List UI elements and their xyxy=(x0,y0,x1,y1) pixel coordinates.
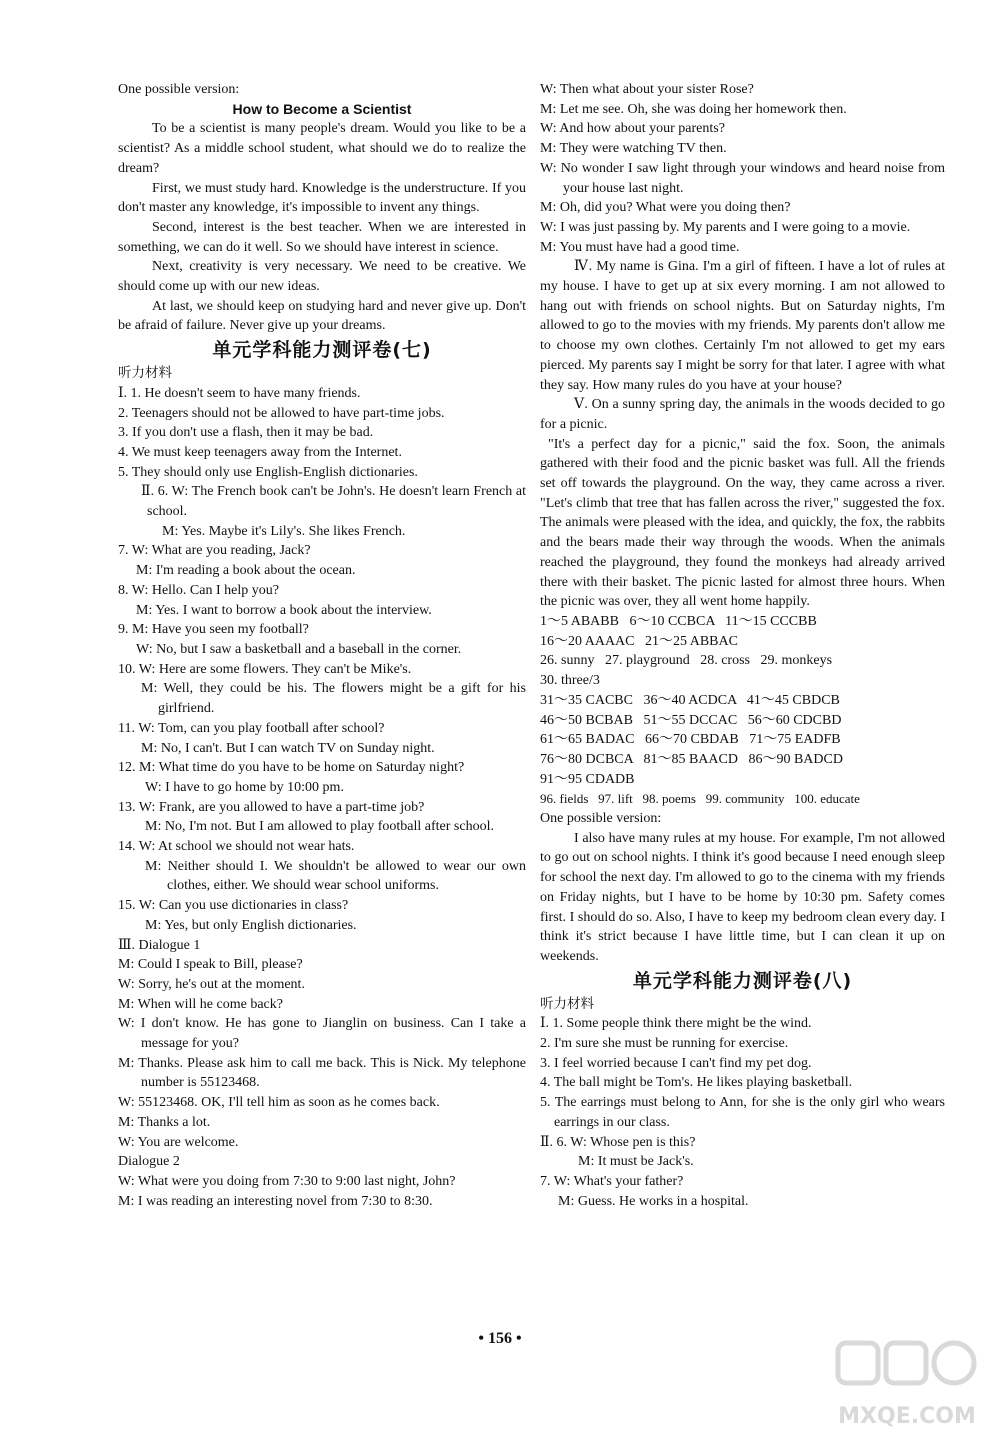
essay-paragraph: To be a scientist is many people's dream. Would you like to be a scientist? As a middle school student, what should we do to realize the dream? xyxy=(118,121,526,176)
dialogue-line: M: Thanks. Please ask him to call me back. This is Nick. My telephone number is 55123468. xyxy=(118,1055,526,1091)
part2-question: 12. M: What time do you have to be home on Saturday night? xyxy=(118,760,465,776)
part1-item: 2. I'm sure she must be running for exercise. xyxy=(540,1036,789,1052)
dialogue-line: W: You are welcome. xyxy=(118,1134,239,1150)
part2-answer: M: It must be Jack's. xyxy=(578,1154,694,1170)
part1-item: Ⅰ. 1. Some people think there might be the wind. xyxy=(540,1016,812,1032)
part2-question: 7. W: What are you reading, Jack? xyxy=(118,543,311,559)
part2-answer: M: I'm reading a book about the ocean. xyxy=(136,563,356,579)
part1-item: 3. I feel worried because I can't find my pet dog. xyxy=(540,1055,812,1071)
version-label: One possible version: xyxy=(118,82,240,97)
part2-answer: M: Yes. Maybe it's Lily's. She likes French. xyxy=(162,523,406,539)
dialogue-line: W: No wonder I saw light through your windows and heard noise from your house last night. xyxy=(540,160,945,196)
dialogue-line: M: Let me see. Oh, she was doing her homework then. xyxy=(540,101,847,117)
right-column xyxy=(540,80,945,1211)
essay-paragraph: Second, interest is the best teacher. When we are interested in something, we can do it well. So we should have interest in science. xyxy=(118,219,526,255)
version-label: One possible version: xyxy=(540,811,662,827)
part1-item: 4. The ball might be Tom's. He likes playing basketball. xyxy=(540,1075,853,1091)
dialogue-line: M: Oh, did you? What were you doing then? xyxy=(540,200,791,216)
answer-line: 61～65 BADAC 66～70 CBDAB 71～75 EADFB xyxy=(540,732,841,748)
part2-question: 14. W: At school we should not wear hats. xyxy=(118,839,355,855)
part2-answer: M: Guess. He works in a hospital. xyxy=(558,1193,749,1209)
part1-item: 5. The earrings must belong to Ann, for she is the only girl who wears earrings in our class. xyxy=(540,1095,945,1130)
part2-answer: M: Yes, but only English dictionaries. xyxy=(145,917,357,933)
dialogue-line: M: Could I speak to Bill, please? xyxy=(118,957,303,973)
part2-answer: M: No, I'm not. But I am allowed to play football after school. xyxy=(145,819,494,835)
part2-question: Ⅱ. 6. W: The French book can't be John's. He doesn't learn French at school. xyxy=(141,484,526,520)
essay-paragraph: At last, we should keep on studying hard and never give up. Don't be afraid of failure. Never give up your dreams. xyxy=(118,298,526,334)
part2-question: 9. M: Have you seen my football? xyxy=(118,622,309,638)
dialogue-line: W: What were you doing from 7:30 to 9:00 last night, John? xyxy=(118,1173,456,1189)
part2-question: 10. W: Here are some flowers. They can't be Mike's. xyxy=(118,661,412,677)
part1-item: 4. We must keep teenagers away from the Internet. xyxy=(118,444,402,460)
answer-line: 30. three/3 xyxy=(540,673,600,689)
answer-line: 76～80 DCBCA 81～85 BAACD 86～90 BADCD xyxy=(540,751,843,767)
section-title: 单元学科能力测评卷(八) xyxy=(632,969,853,992)
part2-question: 13. W: Frank, are you allowed to have a part-time job? xyxy=(118,799,425,815)
part1-item: Ⅰ. 1. He doesn't seem to have many friends. xyxy=(118,385,361,401)
essay-paragraph: I also have many rules at my house. For example, I'm not allowed to go out on school nights. I think it's good because I need enough sleep for school the next day. I'm allowed to go to the cinema with my friends on Friday nights, but I have to be home by 10:30 pm. Safety comes first. I should do so. Also, I have to keep my bedroom clean every day. I think it's strict because I have little time, but I can clean it up on weekends. xyxy=(540,830,945,964)
dialogue1-label: Ⅲ. Dialogue 1 xyxy=(118,937,201,953)
part4-passage: Ⅳ. My name is Gina. I'm a girl of fifteen. I have a lot of rules at my house. I have to get up at six every morning. I am not allowed to hang out with friends on school nights. But on Saturday nights, I'm allowed to go to the movies with my friends. My parents don't allow me to choose my own clothes. Certainly I'm not allowed to get my ears pierced. My parents say I might be sorry for that later. I agree with what they say. How many rules do you have at your house? xyxy=(540,259,945,393)
dialogue-line: M: I was reading an interesting novel from 7:30 to 8:30. xyxy=(118,1193,433,1209)
dialogue-line: W: Then what about your sister Rose? xyxy=(540,82,754,97)
dialogue-line: W: Sorry, he's out at the moment. xyxy=(118,976,305,992)
part5-passage: Ⅴ. On a sunny spring day, the animals in the woods decided to go for a picnic. xyxy=(540,397,945,432)
essay-title: How to Become a Scientist xyxy=(232,100,412,117)
dialogue-line: W: 55123468. OK, I'll tell him as soon as he comes back. xyxy=(118,1095,440,1111)
section-title: 单元学科能力测评卷(七) xyxy=(212,339,432,362)
dialogue-line: W: I was just passing by. My parents and I were going to a movie. xyxy=(540,219,911,235)
part2-question: 15. W: Can you use dictionaries in class? xyxy=(118,898,349,914)
dialogue-line: M: You must have had a good time. xyxy=(540,239,740,255)
listening-label: 听力材料 xyxy=(540,995,594,1012)
part2-answer: M: Well, they could be his. The flowers might be a gift for his girlfriend. xyxy=(141,681,526,717)
listening-label: 听力材料 xyxy=(118,365,172,382)
watermark-logo-icon xyxy=(832,1335,982,1435)
part1-item: 5. They should only use English-English dictionaries. xyxy=(118,464,418,480)
dialogue2-label: Dialogue 2 xyxy=(118,1154,180,1170)
left-column xyxy=(118,80,526,1211)
part5-passage: "It's a perfect day for a picnic," said the fox. Soon, the animals gathered with their food and the picnic basket was full. All the friends set off towards the playground. On the way, they came across a river. "Let's climb that tree that has fallen across the river," suggested the fox. The animals were pleased with the idea, and quickly, the fox, the rabbits and the bears made their way through the woods. When the animals reached the playground, they found the monkeys had already arrived there with their basket. The picnic lasted for almost three hours. When the picnic was over, they all went home happily. xyxy=(540,436,945,610)
part2-question: 7. W: What's your father? xyxy=(540,1173,684,1189)
answer-line: 16～20 AAAAC 21～25 ABBAC xyxy=(540,633,738,649)
part1-item: 2. Teenagers should not be allowed to have part-time jobs. xyxy=(118,405,445,421)
part2-answer: M: Yes. I want to borrow a book about the interview. xyxy=(136,602,432,618)
essay-paragraph: First, we must study hard. Knowledge is the understructure. If you don't master any knowledge, it's impossible to invent any things. xyxy=(118,180,526,216)
answer-line: 96. fields 97. lift 98. poems 99. community 100. educate xyxy=(540,791,860,807)
dialogue-line: M: When will he come back? xyxy=(118,996,283,1012)
answer-line: 26. sunny 27. playground 28. cross 29. monkeys xyxy=(540,653,833,669)
page-number: • 156 • xyxy=(478,1330,522,1347)
answer-line: 91～95 CDADB xyxy=(540,771,635,787)
part2-question: Ⅱ. 6. W: Whose pen is this? xyxy=(540,1134,696,1150)
part2-question: 11. W: Tom, can you play football after school? xyxy=(118,720,385,736)
part2-answer: M: No, I can't. But I can watch TV on Sunday night. xyxy=(141,740,435,756)
dialogue-line: W: And how about your parents? xyxy=(540,121,725,137)
watermark-text: MXQE.COM xyxy=(838,1404,976,1429)
part2-answer: M: Neither should I. We shouldn't be allowed to wear our own clothes, either. We should wear school uniforms. xyxy=(145,858,526,894)
part2-answer: W: No, but I saw a basketball and a baseball in the corner. xyxy=(136,641,462,657)
essay-paragraph: Next, creativity is very necessary. We need to be creative. We should come up with our new ideas. xyxy=(118,259,526,295)
part1-item: 3. If you don't use a flash, then it may be bad. xyxy=(118,425,374,441)
answer-line: 1～5 ABABB 6～10 CCBCA 11～15 CCCBB xyxy=(540,613,817,629)
answer-line: 31～35 CACBC 36～40 ACDCA 41～45 CBDCB xyxy=(540,692,840,708)
answer-line: 46～50 BCBAB 51～55 DCCAC 56～60 CDCBD xyxy=(540,712,842,728)
dialogue-line: M: Thanks a lot. xyxy=(118,1114,211,1130)
part2-answer: W: I have to go home by 10:00 pm. xyxy=(145,779,344,795)
dialogue-line: M: They were watching TV then. xyxy=(540,141,727,157)
part2-question: 8. W: Hello. Can I help you? xyxy=(118,582,279,598)
dialogue-line: W: I don't know. He has gone to Jianglin on business. Can I take a message for you? xyxy=(118,1016,526,1052)
